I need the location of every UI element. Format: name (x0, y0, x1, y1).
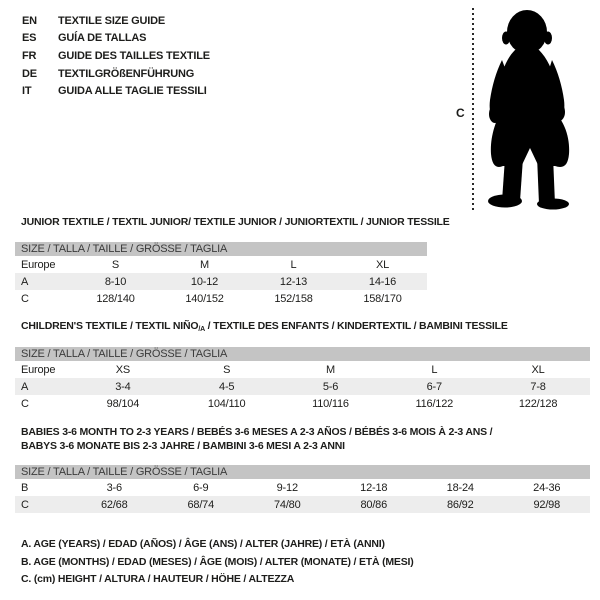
value-cell: XL (375, 258, 390, 271)
height-measure-label: C (456, 106, 465, 120)
language-row (22, 12, 210, 30)
value-cell: 12-18 (360, 481, 388, 494)
table-row (15, 290, 427, 307)
table-row (15, 496, 590, 513)
value-cell: 3-6 (106, 481, 122, 494)
value-cell: XL (531, 363, 545, 376)
value-cell: 4-5 (219, 380, 235, 393)
value-cell: 80/86 (360, 498, 388, 511)
value-cell: 12-13 (279, 275, 308, 288)
value-cell: 140/152 (185, 292, 224, 305)
table-title-segment: BABIES 3-6 MONTH TO 2-3 YEARS / BEBÉS 3-6 MESES A 2-3 AÑOS / BÉBÉS 3-6 MOIS À 2-3 ANS / (21, 426, 493, 438)
toddler-silhouette-icon (485, 8, 575, 210)
table-row (15, 361, 590, 378)
language-code: ES (22, 32, 37, 45)
table-title-line (21, 439, 492, 453)
language-title: TEXTILE SIZE GUIDE (58, 14, 166, 27)
table-title-segment: CHILDREN'S TEXTILE / TEXTIL NIÑO (21, 320, 199, 332)
legend-note: C. (cm) HEIGHT / ALTURA / HAUTEUR / HÖHE / ALTEZZA (21, 573, 295, 585)
children-size-table (15, 347, 590, 412)
row-label-cell: A (21, 380, 29, 393)
junior-table-title (21, 215, 450, 229)
value-cell: 104/110 (207, 397, 246, 410)
value-cell: 10-12 (190, 275, 219, 288)
junior-size-table (15, 242, 427, 307)
value-cell: 5-6 (322, 380, 339, 393)
table-title-line (21, 215, 450, 229)
value-cell: 128/140 (96, 292, 135, 305)
value-cell: 152/158 (274, 292, 313, 305)
value-cell: 92/98 (533, 498, 561, 511)
language-row (22, 47, 210, 65)
value-cell: 7-8 (530, 380, 546, 393)
legend-note: A. AGE (YEARS) / EDAD (AÑOS) / ÂGE (ANS) / ALTER (JAHRE) / ETÀ (ANNI) (21, 538, 385, 550)
row-label-cell: C (21, 397, 29, 410)
table-title-segment: /A (198, 326, 205, 333)
value-cell: 62/68 (100, 498, 128, 511)
children-table-title (21, 319, 508, 337)
table-row (15, 479, 590, 496)
value-cell: 18-24 (446, 481, 474, 494)
value-cell: 122/128 (518, 397, 558, 410)
value-cell: L (290, 258, 297, 271)
value-cell: 68/74 (187, 498, 215, 511)
value-cell: XS (115, 363, 131, 376)
table-row (15, 395, 590, 412)
table-title-line (21, 425, 492, 439)
row-label-cell: A (21, 275, 29, 288)
value-cell: M (326, 363, 335, 376)
language-title: GUIDE DES TAILLES TEXTILE (58, 49, 210, 62)
value-cell: 74/80 (273, 498, 301, 511)
language-row (22, 30, 210, 48)
language-code: EN (22, 14, 37, 27)
row-label-cell: C (21, 292, 29, 305)
value-cell: S (223, 363, 231, 376)
table-title-segment: / TEXTILE DES ENFANTS / KINDERTEXTIL / BAMBINI TESSILE (204, 320, 508, 332)
size-header-band: SIZE / TALLA / TAILLE / GRÖSSE / TAGLIA (15, 242, 427, 256)
row-label-cell: Europe (21, 258, 56, 271)
legend-note: B. AGE (MONTHS) / EDAD (MESES) / ÂGE (MOIS) / ALTER (MONATE) / ETÀ (MESI) (21, 555, 414, 568)
value-cell: 98/104 (106, 397, 140, 410)
size-header-band: SIZE / TALLA / TAILLE / GRÖSSE / TAGLIA (15, 465, 590, 479)
table-title-line (21, 319, 508, 337)
row-label-cell: C (21, 498, 29, 511)
language-title: TEXTILGRÖßENFÜHRUNG (58, 67, 195, 80)
value-cell: 116/122 (415, 397, 454, 410)
value-cell: 3-4 (115, 380, 131, 393)
language-row (22, 65, 210, 83)
value-cell: 6-9 (193, 481, 209, 494)
language-code: IT (22, 85, 32, 98)
language-title: GUIDA ALLE TAGLIE TESSILI (58, 85, 207, 98)
value-cell: 9-12 (276, 481, 298, 494)
height-measure-dotted-line (472, 8, 474, 210)
babies-size-table (15, 465, 590, 513)
value-cell: 14-16 (368, 275, 397, 288)
size-header-band: SIZE / TALLA / TAILLE / GRÖSSE / TAGLIA (15, 347, 590, 361)
value-cell: 158/170 (363, 292, 402, 305)
table-row (15, 273, 427, 290)
value-cell: 24-36 (533, 481, 561, 494)
language-code: FR (22, 49, 37, 62)
legend-notes (21, 536, 414, 589)
row-label-cell: Europe (21, 363, 56, 376)
language-code: DE (22, 67, 37, 80)
value-cell: 6-7 (426, 380, 442, 393)
table-title-segment: BABYS 3-6 MONATE BIS 2-3 JAHRE / BAMBINI 3-6 MESI A 2-3 ANNI (21, 440, 345, 452)
table-title-segment: JUNIOR TEXTILE / TEXTIL JUNIOR/ TEXTILE JUNIOR / JUNIORTEXTIL / JUNIOR TESSILE (21, 216, 450, 228)
language-list (22, 12, 210, 100)
language-title: GUÍA DE TALLAS (58, 32, 147, 45)
value-cell: 86/92 (446, 498, 474, 511)
value-cell: S (111, 258, 120, 271)
table-row (15, 256, 427, 273)
value-cell: L (431, 363, 438, 376)
row-label-cell: B (21, 481, 29, 494)
language-row (22, 82, 210, 100)
table-row (15, 378, 590, 395)
value-cell: M (200, 258, 209, 271)
babies-table-title (21, 425, 492, 453)
value-cell: 110/116 (312, 397, 349, 410)
value-cell: 8-10 (104, 275, 127, 288)
